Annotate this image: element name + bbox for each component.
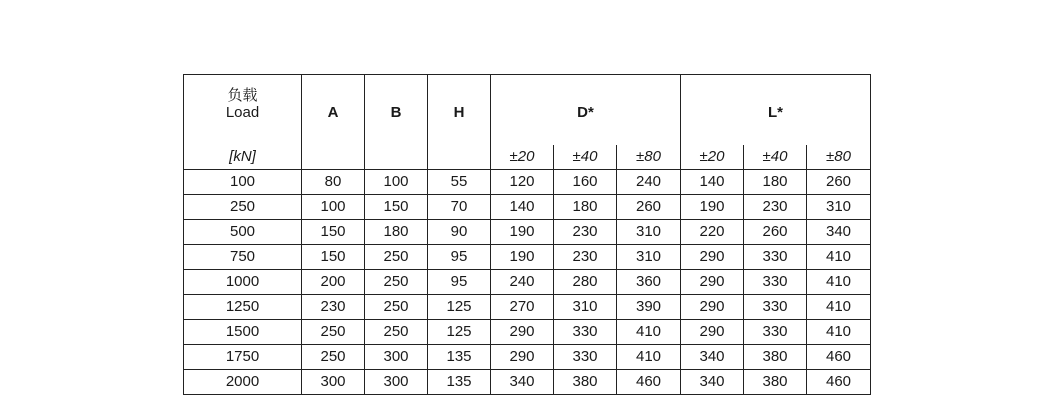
cell-a: 150: [302, 245, 365, 270]
cell-a: 300: [302, 370, 365, 395]
header-load-zh: 负载: [227, 87, 258, 104]
cell-d-80: 260: [617, 195, 681, 220]
cell-d-40: 310: [554, 295, 617, 320]
cell-l-40: 380: [744, 370, 807, 395]
cell-h: 70: [428, 195, 491, 220]
cell-h: 95: [428, 270, 491, 295]
cell-d-80: 310: [617, 245, 681, 270]
cell-a: 250: [302, 345, 365, 370]
cell-h: 95: [428, 245, 491, 270]
cell-d-40: 230: [554, 220, 617, 245]
cell-load: 1000: [184, 270, 302, 295]
header-group-d: D*: [491, 75, 681, 146]
cell-d-20: 190: [491, 245, 554, 270]
cell-d-20: 240: [491, 270, 554, 295]
cell-d-40: 280: [554, 270, 617, 295]
cell-l-20: 290: [681, 320, 744, 345]
cell-d-80: 360: [617, 270, 681, 295]
header-row-sub: [184, 145, 871, 170]
cell-d-80: 410: [617, 320, 681, 345]
cell-load: 2000: [184, 370, 302, 395]
header-l-tolerance: ±80: [807, 145, 871, 170]
cell-h: 90: [428, 220, 491, 245]
cell-b: 250: [365, 270, 428, 295]
cell-l-80: 410: [807, 245, 871, 270]
cell-l-40: 330: [744, 320, 807, 345]
cell-a: 250: [302, 320, 365, 345]
cell-load: 1500: [184, 320, 302, 345]
cell-load: 1250: [184, 295, 302, 320]
cell-b: 180: [365, 220, 428, 245]
header-d-tolerance: ±40: [554, 145, 617, 170]
cell-l-20: 190: [681, 195, 744, 220]
cell-d-40: 230: [554, 245, 617, 270]
cell-l-20: 340: [681, 370, 744, 395]
cell-d-20: 190: [491, 220, 554, 245]
cell-b: 250: [365, 245, 428, 270]
cell-l-80: 340: [807, 220, 871, 245]
cell-b: 300: [365, 345, 428, 370]
cell-a: 100: [302, 195, 365, 220]
cell-h: 135: [428, 345, 491, 370]
cell-l-40: 330: [744, 270, 807, 295]
cell-b: 250: [365, 320, 428, 345]
header-group-l: L*: [681, 75, 871, 146]
cell-l-40: 260: [744, 220, 807, 245]
cell-l-20: 290: [681, 270, 744, 295]
cell-d-20: 290: [491, 320, 554, 345]
header-h: H: [428, 75, 491, 170]
cell-l-40: 380: [744, 345, 807, 370]
cell-l-20: 140: [681, 170, 744, 195]
header-d-tolerance: ±20: [491, 145, 554, 170]
header-load: [184, 75, 302, 146]
header-l-tolerance: ±40: [744, 145, 807, 170]
cell-b: 100: [365, 170, 428, 195]
cell-d-20: 290: [491, 345, 554, 370]
cell-l-40: 180: [744, 170, 807, 195]
cell-d-40: 330: [554, 320, 617, 345]
cell-a: 150: [302, 220, 365, 245]
header-d-tolerance: ±80: [617, 145, 681, 170]
cell-d-40: 380: [554, 370, 617, 395]
cell-l-80: 260: [807, 170, 871, 195]
cell-l-80: 410: [807, 320, 871, 345]
cell-d-20: 140: [491, 195, 554, 220]
header-l-tolerance: ±20: [681, 145, 744, 170]
cell-d-80: 240: [617, 170, 681, 195]
cell-l-80: 410: [807, 295, 871, 320]
table-row: [184, 345, 871, 370]
table-row: [184, 320, 871, 345]
cell-h: 125: [428, 320, 491, 345]
cell-d-20: 340: [491, 370, 554, 395]
cell-d-40: 180: [554, 195, 617, 220]
cell-d-40: 330: [554, 345, 617, 370]
cell-d-40: 160: [554, 170, 617, 195]
cell-load: 500: [184, 220, 302, 245]
cell-a: 200: [302, 270, 365, 295]
cell-l-40: 230: [744, 195, 807, 220]
cell-l-20: 340: [681, 345, 744, 370]
cell-l-40: 330: [744, 295, 807, 320]
cell-l-20: 220: [681, 220, 744, 245]
cell-load: 1750: [184, 345, 302, 370]
table-row: [184, 295, 871, 320]
cell-load: 750: [184, 245, 302, 270]
cell-l-80: 410: [807, 270, 871, 295]
table-row: [184, 270, 871, 295]
cell-h: 55: [428, 170, 491, 195]
table-row: [184, 245, 871, 270]
cell-d-80: 460: [617, 370, 681, 395]
cell-a: 230: [302, 295, 365, 320]
cell-d-80: 410: [617, 345, 681, 370]
cell-d-20: 120: [491, 170, 554, 195]
header-a: A: [302, 75, 365, 170]
table-body: [184, 170, 871, 395]
cell-d-80: 310: [617, 220, 681, 245]
cell-h: 135: [428, 370, 491, 395]
header-row-main: [184, 75, 871, 146]
cell-d-80: 390: [617, 295, 681, 320]
table-row: [184, 195, 871, 220]
cell-a: 80: [302, 170, 365, 195]
cell-l-40: 330: [744, 245, 807, 270]
table-row: [184, 370, 871, 395]
cell-b: 300: [365, 370, 428, 395]
cell-load: 100: [184, 170, 302, 195]
load-dimension-table: [183, 74, 871, 395]
cell-b: 250: [365, 295, 428, 320]
cell-l-20: 290: [681, 245, 744, 270]
cell-l-80: 460: [807, 370, 871, 395]
cell-h: 125: [428, 295, 491, 320]
cell-l-80: 460: [807, 345, 871, 370]
cell-load: 250: [184, 195, 302, 220]
cell-b: 150: [365, 195, 428, 220]
header-load-en: Load: [225, 104, 260, 121]
cell-l-20: 290: [681, 295, 744, 320]
cell-l-80: 310: [807, 195, 871, 220]
cell-d-20: 270: [491, 295, 554, 320]
header-load-unit: [kN]: [184, 145, 302, 170]
header-b: B: [365, 75, 428, 170]
table-row: [184, 170, 871, 195]
table-row: [184, 220, 871, 245]
